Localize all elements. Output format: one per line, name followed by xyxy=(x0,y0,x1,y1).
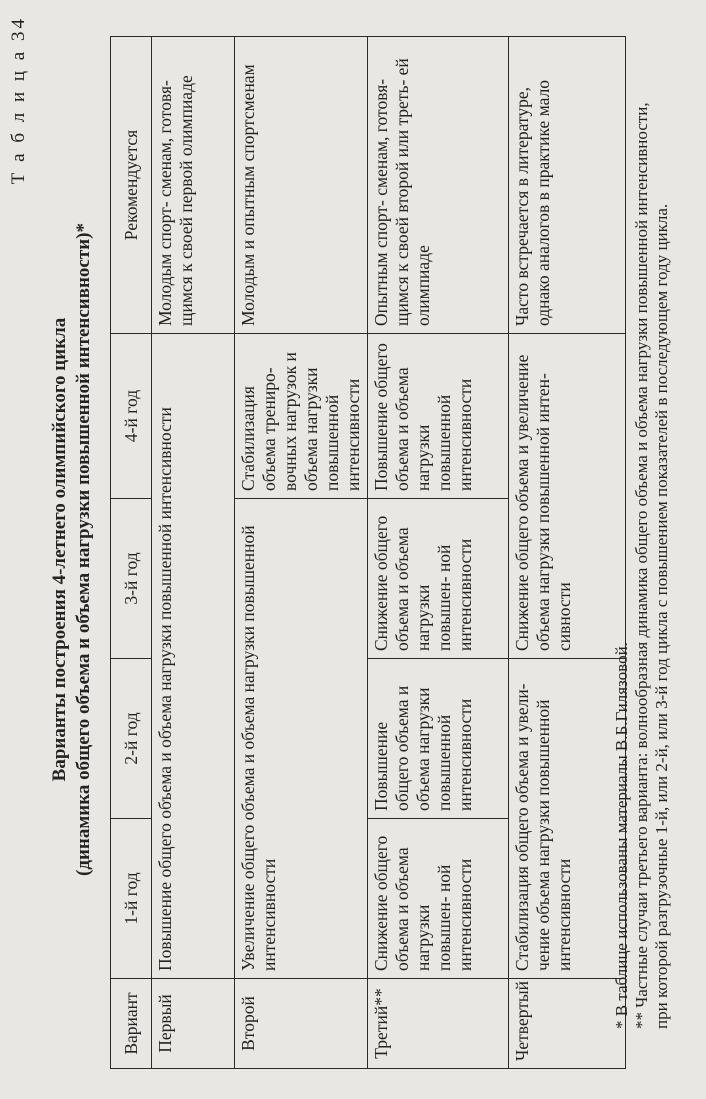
table-title xyxy=(48,0,96,1099)
years-1-2-cell: Стабилизация общего объема и увели- чение объема нагрузки повышенной интенсивности xyxy=(509,659,626,979)
footnote-2-line-1: ** Частные случаи третьего варианта: волнообразная динамика общего объема и объема нагрузки повышенной интенсивности, xyxy=(632,102,651,1029)
header-year-2: 2-й год xyxy=(111,659,152,819)
years-1-3-cell: Увеличение общего объема и объема нагрузки повышенной интенсивности xyxy=(235,499,368,979)
table-row xyxy=(152,37,235,1069)
cycle-variants-table xyxy=(110,36,626,1069)
footnote-2-line-2: при которой разгрузочные 1-й, или 2-й, или 3-й год цикла с повышением показателей в последующем году цикла. xyxy=(652,203,671,1029)
header-recommended: Рекомендуется xyxy=(111,37,152,334)
footnotes xyxy=(612,29,672,1029)
title-line-1: Варианты построения 4-летнего олимпийского цикла xyxy=(49,317,70,782)
variant-cell: Четвертый xyxy=(509,979,626,1069)
header-year-4: 4-й год xyxy=(111,334,152,499)
year-3-cell: Снижение общего объема и объема нагрузки повышен- ной интенсивности xyxy=(368,499,509,659)
year-4-cell: Повышение общего объема и объема нагрузки повышенной интенсивности xyxy=(368,334,509,499)
header-row xyxy=(111,37,152,1069)
year-1-cell: Снижение общего объема и объема нагрузки повышен- ной интенсивности xyxy=(368,819,509,979)
year-4-cell: Стабилизация объема трениро- вочных нагрузок и объема нагрузки повышенной интенсивности xyxy=(235,334,368,499)
year-2-cell: Повышение общего объема и объема нагрузки повышенной интенсивности xyxy=(368,659,509,819)
years-3-4-cell: Снижение общего объема и увеличение объема нагрузки повышенной интен- сивности xyxy=(509,334,626,659)
recommended-cell: Опытным спорт- сменам, готовя- щимся к своей второй или треть- ей олимпиаде xyxy=(368,37,509,334)
variant-cell: Первый xyxy=(152,979,235,1069)
variant-cell: Второй xyxy=(235,979,368,1069)
recommended-cell: Часто встречается в литературе, однако аналогов в практике мало xyxy=(509,37,626,334)
table-number: Т а б л и ц а 34 xyxy=(8,16,29,185)
footnote-1: * В таблице использованы материалы В.Б.Гилязовой. xyxy=(612,642,631,1029)
recommended-cell: Молодым спорт- сменам, готовя- щимся к своей первой олимпиаде xyxy=(152,37,235,334)
recommended-cell: Молодым и опытным спортсменам xyxy=(235,37,368,334)
variant-cell: Третий** xyxy=(368,979,509,1069)
title-line-2: (динамика общего объема и объема нагрузки повышенной интенсивности)* xyxy=(73,223,94,876)
header-variant: Вариант xyxy=(111,979,152,1069)
table-row xyxy=(509,37,626,1069)
table-row xyxy=(368,37,509,1069)
header-year-3: 3-й год xyxy=(111,499,152,659)
table-row xyxy=(235,37,368,1069)
years-1-4-cell: Повышение общего объема и объема нагрузки повышенной интенсивности xyxy=(152,334,235,979)
header-year-1: 1-й год xyxy=(111,819,152,979)
